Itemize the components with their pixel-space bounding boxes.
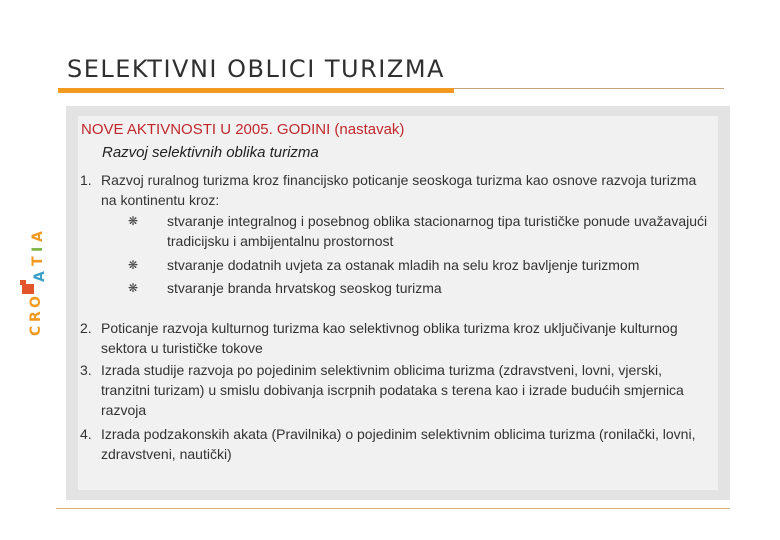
- sub-list-item: [128, 255, 718, 275]
- slide-title: SELEKTIVNI OBLICI TURIZMA: [67, 55, 445, 83]
- section-heading: NOVE AKTIVNOSTI U 2005. GODINI (nastavak): [81, 121, 405, 138]
- sub-list-item-text: stvaranje dodatnih uvjeta za ostanak mladih na selu kroz bavljenje turizmom: [167, 257, 640, 273]
- sub-list-item: [128, 211, 718, 251]
- logo-letter-r: R: [28, 311, 44, 322]
- logo-letter-a: A: [32, 271, 48, 282]
- asterisk-bullet-icon: ❋: [128, 258, 139, 272]
- sub-list-item-text: stvaranje branda hrvatskog seoskog turizma: [167, 280, 442, 296]
- list-item-number: 2.: [80, 320, 92, 336]
- list-item-number: 3.: [80, 362, 92, 378]
- footer-rule: [56, 508, 730, 509]
- list-item: [80, 170, 710, 210]
- list-item-text: Poticanje razvoja kulturnog turizma kao selektivnog oblika turizma kroz uključivanje kulturnog sektora u turističke tokove: [101, 320, 678, 356]
- asterisk-bullet-icon: ❋: [128, 214, 139, 228]
- sub-list-item: [128, 278, 718, 298]
- logo-letter-i: I: [30, 246, 46, 252]
- logo-block: [22, 284, 34, 294]
- logo-letter-t: T: [30, 256, 46, 266]
- list-item-text: Izrada studije razvoja po pojedinim selektivnim oblicima turizma (zdravstveni, lovni, vjerski, tranzitni turizam) u smislu dobivanja iscrpnih podataka s terena kao i izrade budućih smjernica razvoja: [101, 362, 684, 418]
- list-item-number: 1.: [80, 172, 92, 188]
- list-item: [80, 360, 710, 420]
- title-underline-accent: [58, 88, 454, 93]
- sub-list-item-text: stvaranje integralnog i posebnog oblika stacionarnog tipa turističke ponude uvažavajući tradicijsku i ambijentalnu prostornost: [167, 213, 708, 249]
- list-item-number: 4.: [80, 426, 92, 442]
- logo-letter-c: C: [28, 325, 44, 336]
- logo-letter-a2: A: [30, 231, 46, 242]
- list-item: [80, 424, 710, 464]
- list-item-text: Izrada podzakonskih akata (Pravilnika) o pojedinim selektivnim oblicima turizma (ronilački, lovni, zdravstveni, nautički): [101, 426, 696, 462]
- croatia-logo: [18, 222, 50, 340]
- list-item: [80, 318, 710, 358]
- list-item-text: Razvoj ruralnog turizma kroz financijsko poticanje seoskoga turizma kao osnove razvoja turizma na kontinentu kroz:: [101, 172, 697, 208]
- section-subheading: Razvoj selektivnih oblika turizma: [102, 144, 319, 161]
- asterisk-bullet-icon: ❋: [128, 281, 139, 295]
- logo-letter-o: O: [28, 296, 44, 308]
- logo-block-small: [20, 280, 26, 285]
- title-underline-rule: [454, 88, 724, 89]
